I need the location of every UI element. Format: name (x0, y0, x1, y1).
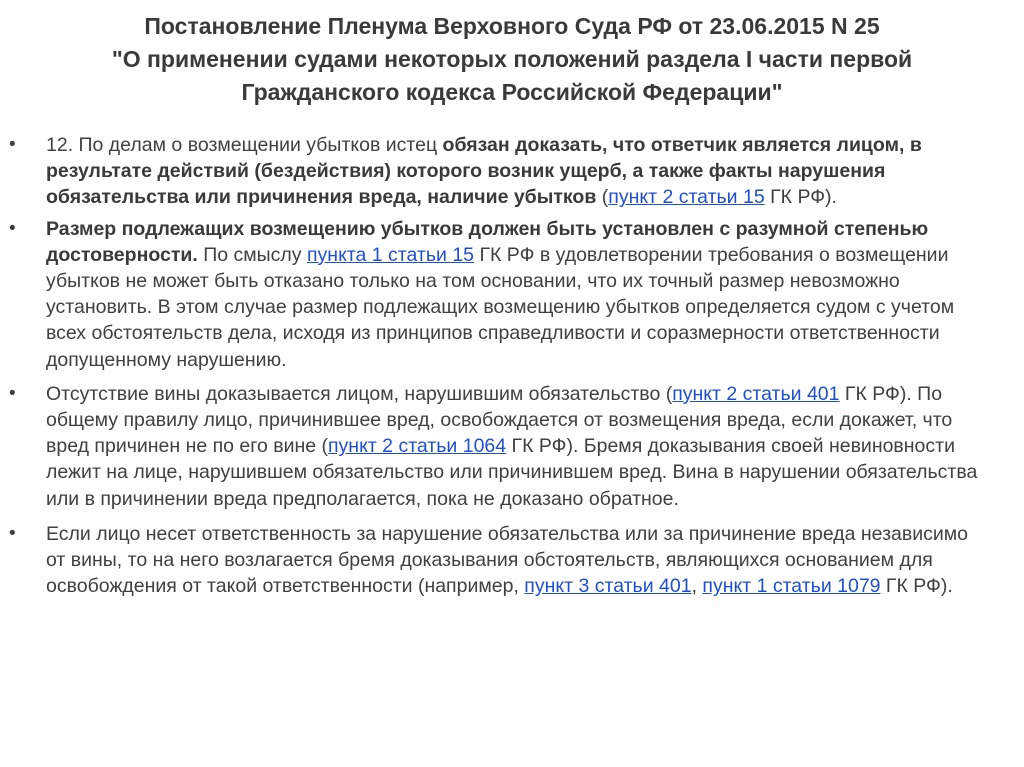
text: ГК РФ). (764, 186, 837, 209)
text: ГК РФ). По общему правилу лицо, причинившее вред, освобождается от возмещения вреда, если докажет, что вред причинен не по его вине ( (46, 382, 953, 458)
text: 12. По делам о возмещении убытков истец (46, 134, 443, 156)
text: ( (596, 186, 609, 209)
bold-text: обязан доказать, что ответчик является лицом, в результате действий (бездействия) которого возник ущерб, а также факты нарушения обязательства или причинения вреда, наличие убытков (46, 134, 922, 209)
text: Если лицо несет ответственность за нарушение обязательства или за причинение вреда независимо от вины, то на него возлагается бремя доказывания обстоятельств, являющихся основанием для освобождения от такой ответственности (например, (46, 522, 969, 598)
list-item (0, 132, 1024, 211)
page-title (40, 10, 984, 109)
bullet-icon: • (9, 382, 16, 404)
text: ГК РФ в удовлетворении требования о возмещении убытков не может быть отказано только на том основании, что их точный размер невозможно установить. В этом случае размер подлежащих возмещению убытков определяется судом с учетом всех обстоятельств дела, исходя из принципов справедливости и соразмерности ответственности допущенному нарушению. (46, 243, 955, 371)
bullet-icon: • (9, 134, 16, 155)
text: ГК РФ). Бремя доказывания своей невиновности лежит на лице, нарушившем обязательство или причинившем вред. Вина в нарушении обязательства или в причинении вреда предполагается, пока не доказано обратное. (46, 435, 978, 510)
bullet-icon: • (9, 217, 16, 239)
text: По смыслу (197, 243, 307, 266)
law-link[interactable]: пункт 2 статьи 401 (672, 382, 840, 405)
law-link[interactable]: пункта 1 статьи 15 (306, 243, 475, 266)
law-link[interactable]: пункт 2 статьи 15 (608, 186, 765, 209)
text: ГК РФ). (880, 575, 953, 598)
bullet-icon: • (9, 522, 16, 544)
law-link[interactable]: пункт 2 статьи 1064 (328, 435, 507, 458)
text: , (691, 575, 703, 598)
title-line-3: Гражданского кодекса Российской Федерации" (241, 79, 783, 105)
title-line-2: "О применении судами некоторых положений раздела I части первой (111, 46, 913, 72)
bold-text: Размер подлежащих возмещению убытков должен быть установлен с разумной степенью достоверности. (46, 217, 929, 266)
title-line-1: Постановление Пленума Верховного Суда РФ от 23.06.2015 N 25 (144, 13, 880, 39)
list-item (0, 216, 1024, 373)
text: Отсутствие вины доказывается лицом, нарушившим обязательство ( (46, 382, 673, 405)
law-link[interactable]: пункт 1 статьи 1079 (702, 575, 881, 598)
law-link[interactable]: пункт 3 статьи 401 (524, 575, 692, 598)
list-item (0, 521, 1024, 600)
bullet-list (0, 132, 1024, 603)
list-item (0, 381, 1024, 512)
